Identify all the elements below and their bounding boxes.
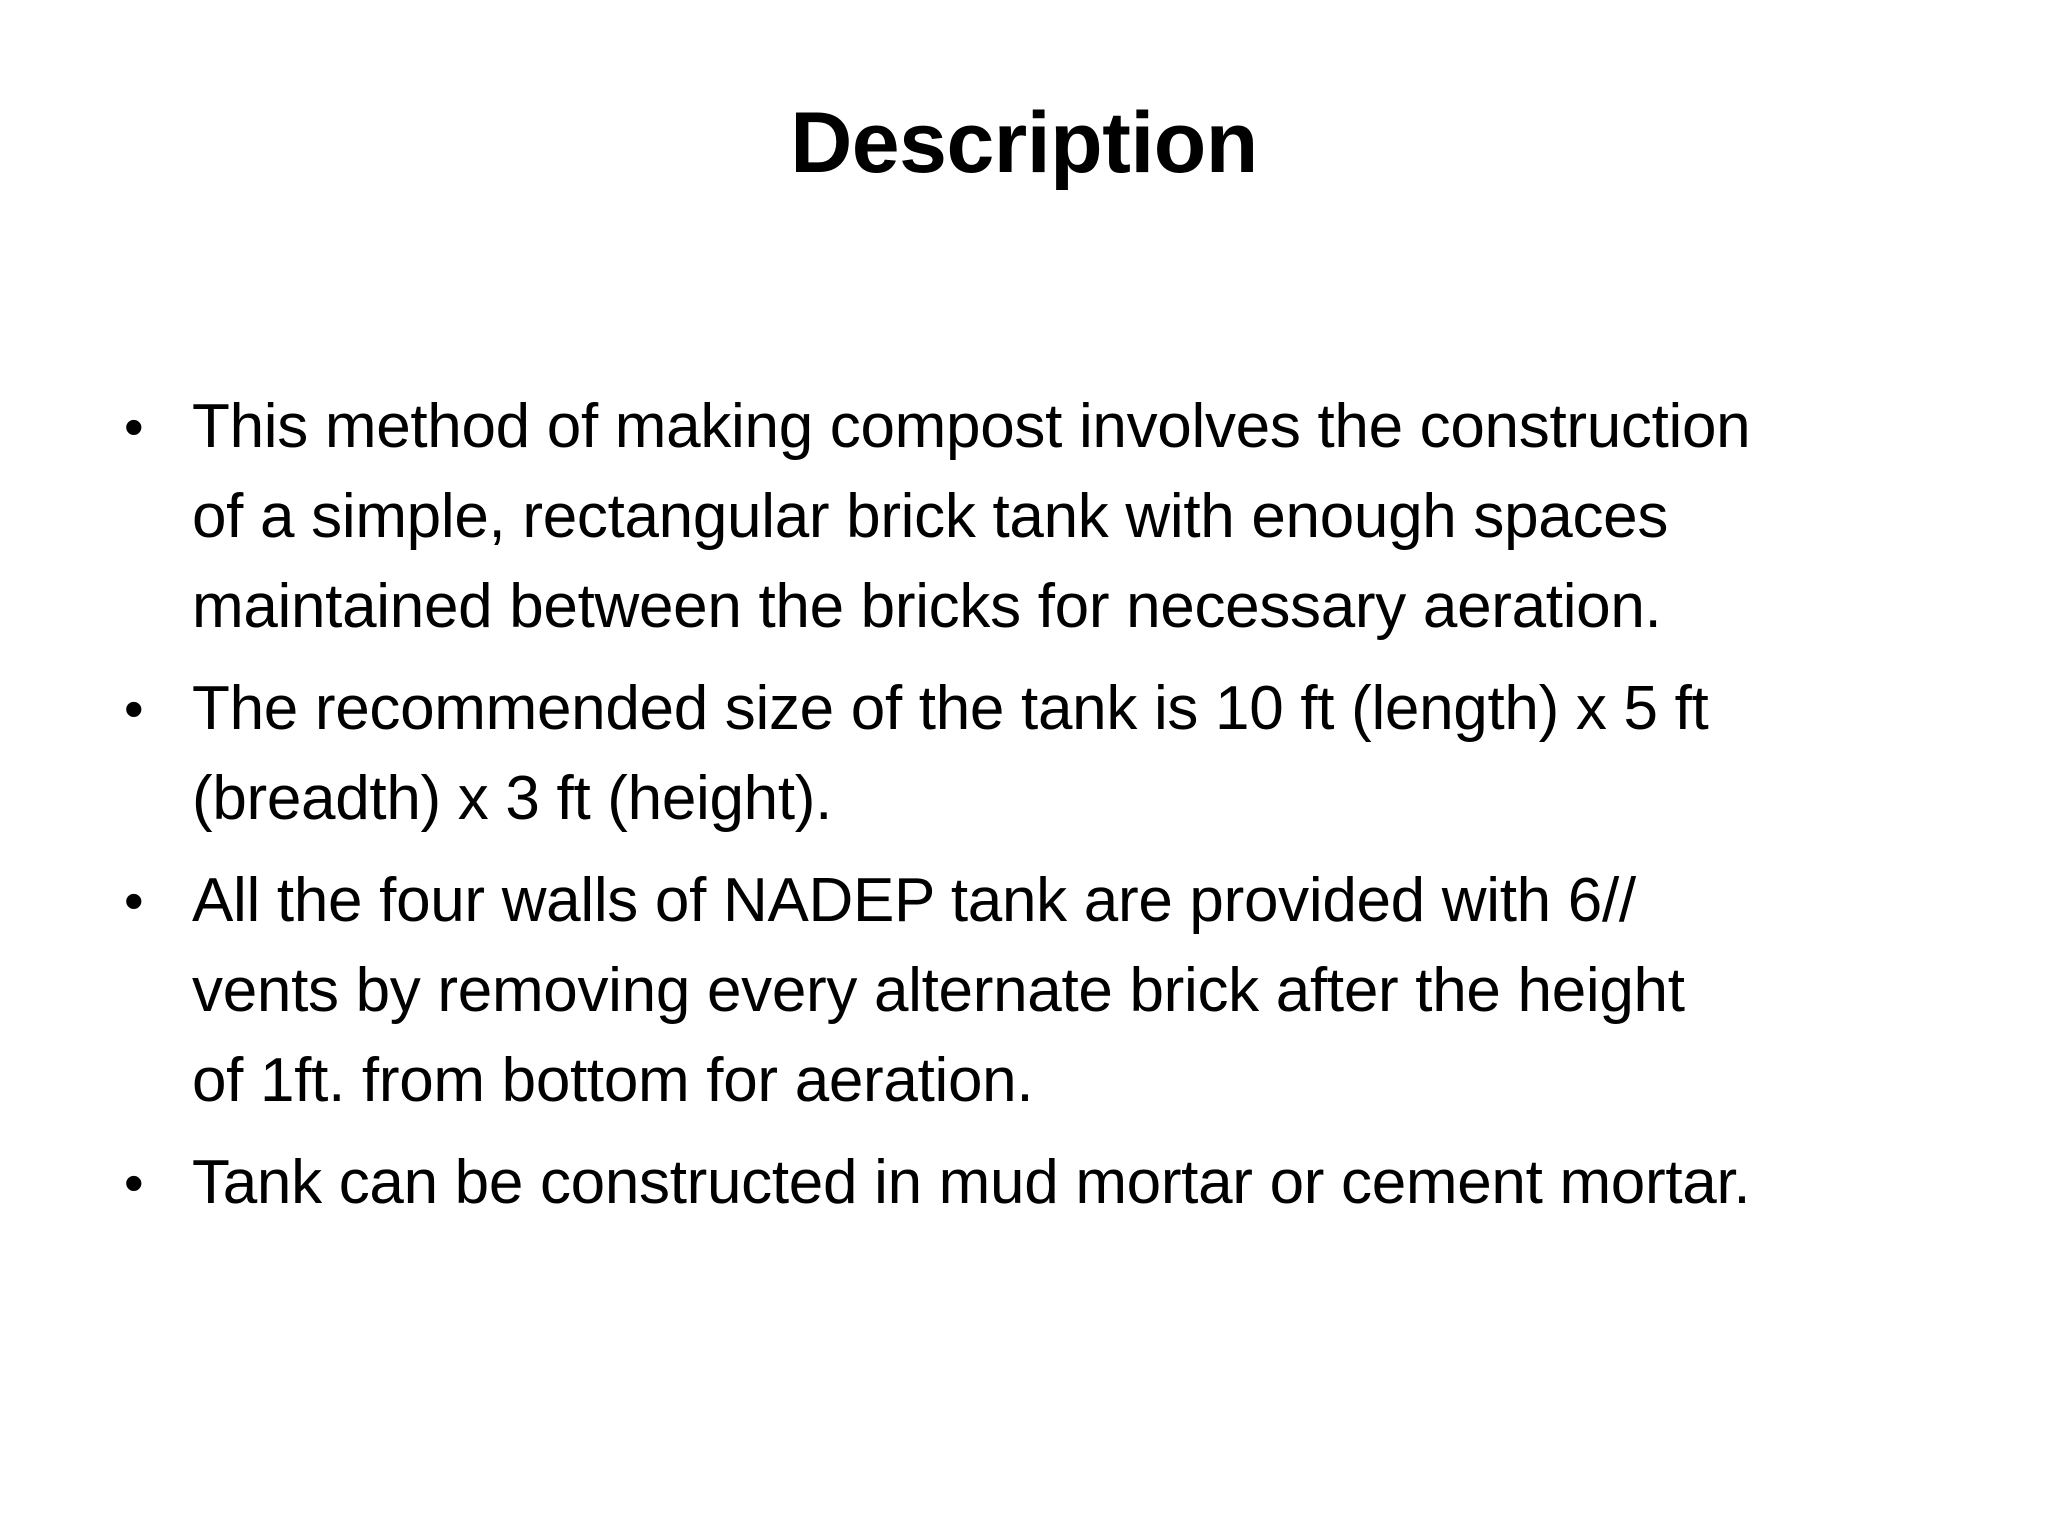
bullet-dot-icon: • bbox=[124, 677, 144, 740]
bullet-item bbox=[118, 664, 1958, 844]
bullet-dot-icon: • bbox=[124, 395, 144, 458]
bullet-dot-icon: • bbox=[124, 1151, 144, 1214]
bullet-text: This method of making compost involves the construction of a simple, rectangular brick tank with enough spaces maintained between the bricks for necessary aeration. bbox=[192, 392, 1751, 641]
bullet-item bbox=[118, 1138, 1958, 1228]
bullet-text: The recommended size of the tank is 10 ft (length) x 5 ft (breadth) x 3 ft (height). bbox=[192, 674, 1709, 833]
bullet-text: All the four walls of NADEP tank are provided with 6// vents by removing every alternate brick after the height of 1ft. from bottom for aeration. bbox=[192, 866, 1685, 1115]
bullet-list bbox=[118, 382, 1958, 1240]
bullet-text: Tank can be constructed in mud mortar or cement mortar. bbox=[192, 1148, 1751, 1217]
bullet-dot-icon: • bbox=[124, 869, 144, 932]
bullet-item bbox=[118, 382, 1958, 652]
slide-title: Description bbox=[790, 95, 1258, 191]
bullet-item bbox=[118, 856, 1958, 1126]
